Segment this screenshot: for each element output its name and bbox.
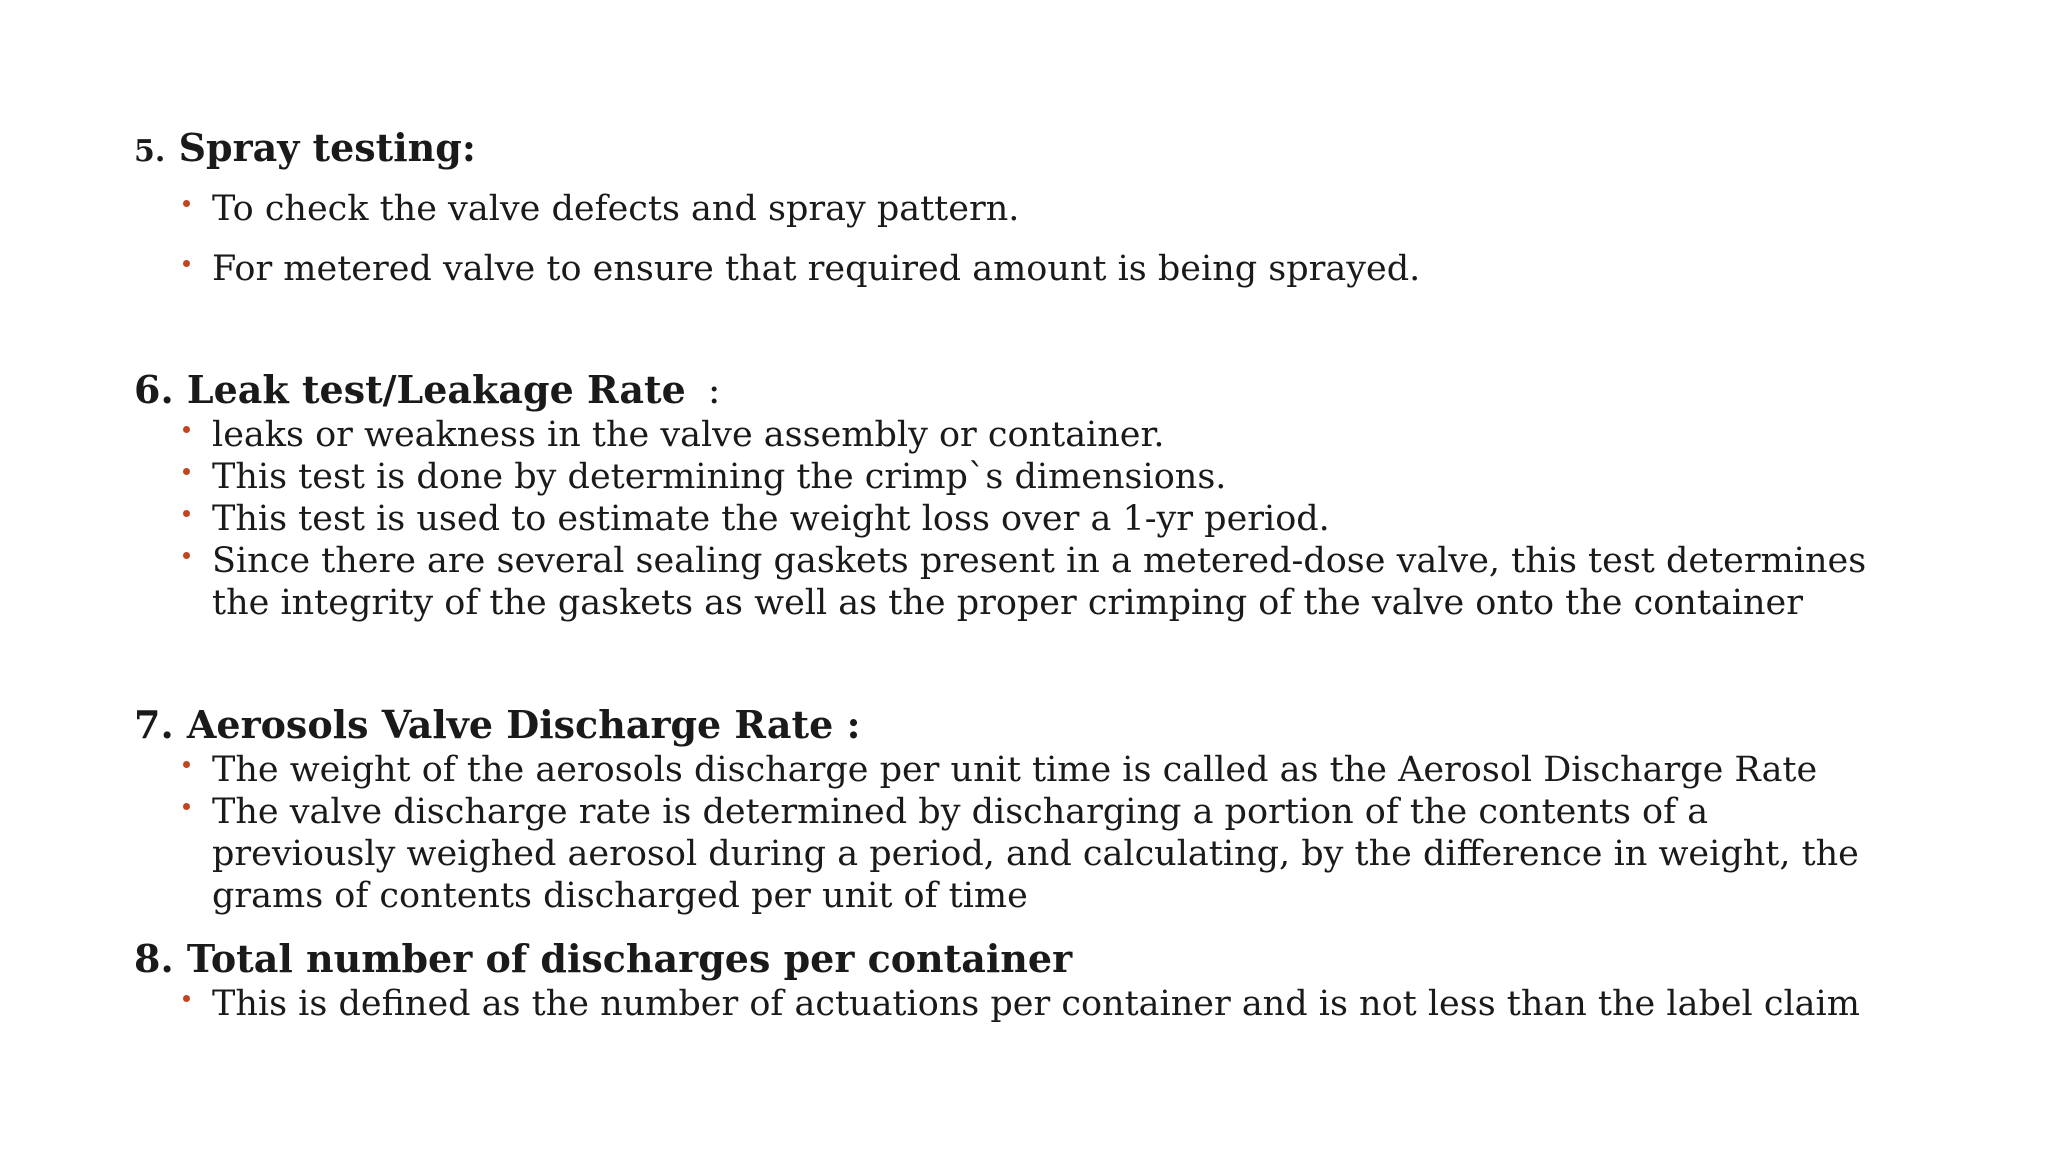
bullet-text: This test is done by determining the crimp`s dimensions.: [212, 457, 1227, 497]
bullet-text: This test is used to estimate the weight loss over a 1-yr period.: [212, 499, 1330, 539]
section-title-suffix: :: [707, 368, 721, 412]
bullet-text: For metered valve to ensure that required amount is being sprayed.: [212, 249, 1421, 289]
section-heading: [134, 937, 1934, 981]
section-total-discharges: [134, 937, 1934, 1025]
bullet-text: This is defined as the number of actuations per container and is not less than the label claim: [212, 984, 1860, 1024]
bullet-dot-icon: [183, 510, 190, 517]
bullet-dot-icon: [183, 803, 190, 810]
bullet-text-continued: grams of contents discharged per unit of time: [212, 876, 1028, 916]
list-item: [134, 540, 1934, 624]
bullet-list: [134, 188, 1934, 290]
bullet-dot-icon: [183, 552, 190, 559]
section-leak-test: [134, 368, 1934, 624]
section-number: 5.: [134, 134, 166, 169]
section-number: 8.: [134, 936, 174, 981]
bullet-text-continued: previously weighed aerosol during a period, and calculating, by the difference in weight, the: [212, 834, 1859, 874]
section-title: Leak test/Leakage Rate: [186, 367, 686, 412]
list-item: [134, 983, 1934, 1025]
section-title: Total number of discharges per container: [186, 936, 1073, 981]
list-item: [134, 456, 1934, 498]
section-number: 6.: [134, 367, 174, 412]
section-title: Aerosols Valve Discharge Rate :: [186, 702, 861, 747]
bullet-list: [134, 414, 1934, 624]
bullet-dot-icon: [183, 468, 190, 475]
bullet-dot-icon: [183, 260, 190, 267]
list-item: [134, 791, 1934, 917]
section-heading: [134, 126, 1934, 174]
bullet-text: To check the valve defects and spray pattern.: [212, 189, 1020, 229]
list-item: [134, 188, 1934, 230]
list-item: [134, 248, 1934, 290]
bullet-text: leaks or weakness in the valve assembly or container.: [212, 415, 1165, 455]
bullet-text: The weight of the aerosols discharge per unit time is called as the Aerosol Discharge Rate: [212, 750, 1818, 790]
bullet-text: The valve discharge rate is determined by discharging a portion of the contents of a: [212, 792, 1709, 832]
section-valve-discharge-rate: [134, 703, 1934, 917]
list-item: [134, 749, 1934, 791]
bullet-list: [134, 983, 1934, 1025]
list-item: [134, 414, 1934, 456]
bullet-dot-icon: [183, 426, 190, 433]
bullet-dot-icon: [183, 200, 190, 207]
section-heading: [134, 703, 1934, 747]
section-spray-testing: [134, 126, 1934, 308]
section-heading: [134, 368, 1934, 412]
bullet-dot-icon: [183, 761, 190, 768]
bullet-text: Since there are several sealing gaskets present in a metered-dose valve, this test determines: [212, 541, 1867, 581]
section-title: Spray testing:: [178, 125, 476, 170]
bullet-text-continued: the integrity of the gaskets as well as the proper crimping of the valve onto the container: [212, 583, 1803, 623]
bullet-dot-icon: [183, 995, 190, 1002]
list-item: [134, 498, 1934, 540]
bullet-list: [134, 749, 1934, 917]
section-number: 7.: [134, 702, 174, 747]
